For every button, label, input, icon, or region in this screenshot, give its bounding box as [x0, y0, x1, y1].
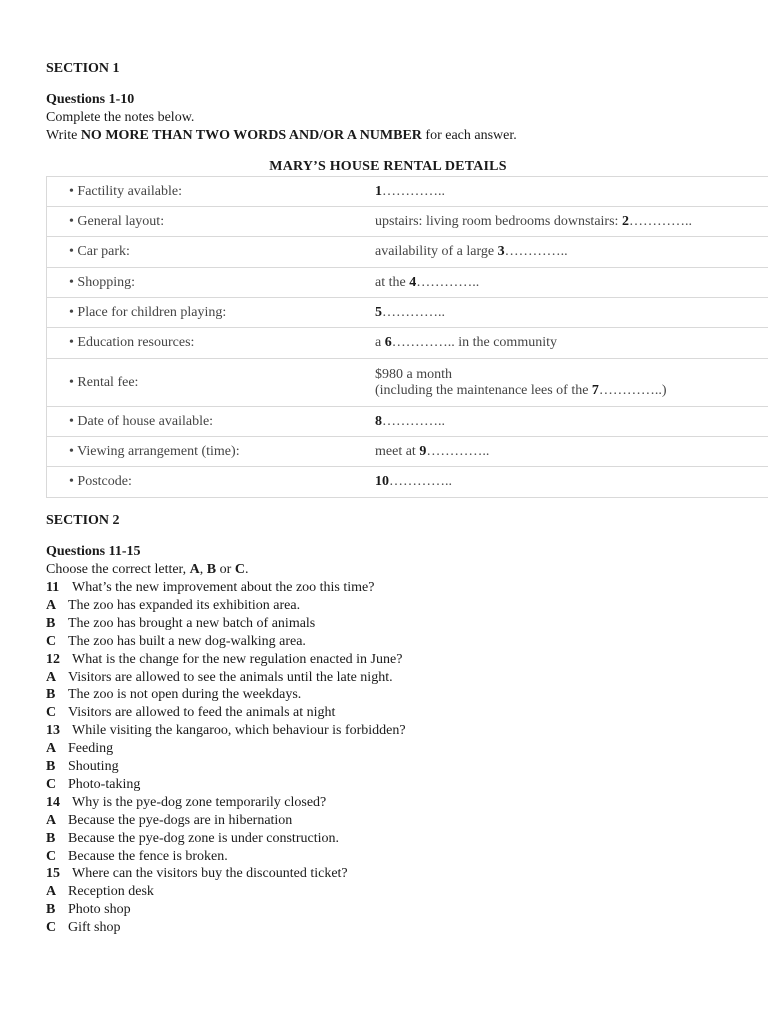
option-text: The zoo has built a new dog-walking area.: [68, 633, 306, 649]
rental-row-value: [353, 177, 768, 207]
option-text: Reception desk: [68, 884, 154, 900]
rental-value-text: $980 a month: [375, 366, 452, 382]
blank-dots: …………..: [382, 413, 445, 429]
rental-row-value: [353, 298, 768, 328]
option-text: Shouting: [68, 759, 119, 774]
answer-option: [46, 883, 154, 901]
answer-option: [46, 830, 339, 848]
question-stem: [46, 579, 374, 597]
question-text: Where can the visitors buy the discounted ticket?: [72, 866, 348, 882]
option-text: Because the pye-dog zone is under construction.: [68, 830, 339, 846]
rental-value-text: at the: [375, 274, 410, 290]
choose-letter-post: .: [244, 562, 249, 577]
rental-row: [47, 177, 768, 207]
rental-row: [47, 407, 768, 437]
question-stem: [46, 722, 406, 740]
option-letter: B: [46, 687, 56, 703]
answer-option: [46, 633, 306, 651]
question-stem: [46, 865, 348, 883]
rental-row: [47, 237, 768, 268]
blank-number: 2: [621, 213, 629, 229]
instruction-word-limit-pre: Write: [46, 128, 81, 143]
option-letter: C: [46, 848, 57, 864]
blank-number: 4: [409, 274, 417, 290]
answer-option: [46, 848, 228, 866]
answer-option: [46, 758, 119, 776]
option-letter: A: [46, 597, 57, 613]
blank-number: 9: [419, 443, 427, 459]
blank-number: 8: [375, 413, 382, 429]
option-letter: C: [46, 633, 57, 649]
rental-row-value: [353, 237, 768, 268]
rental-row: [47, 328, 768, 359]
answer-option: [46, 812, 292, 830]
blank-dots: …………..: [389, 474, 452, 489]
instruction-word-limit-bold: NO MORE THAN TWO WORDS AND/OR A NUMBER: [80, 128, 422, 143]
option-text: Because the fence is broken.: [68, 848, 228, 864]
rental-row-label: • Viewing arrangement (time):: [47, 437, 354, 467]
rental-row-label: • Factility available:: [47, 177, 354, 207]
rental-row-label: • Place for children playing:: [47, 298, 354, 328]
question-text: What is the change for the new regulation enacted in June?: [72, 651, 403, 667]
blank-dots: …………..: [628, 213, 692, 229]
question-text: Why is the pye-dog zone temporarily closed?: [72, 794, 327, 810]
rental-row-label: • Shopping:: [47, 268, 354, 298]
option-letter: C: [46, 705, 57, 721]
rental-row: [47, 359, 768, 407]
answer-option: [46, 919, 121, 937]
answer-option: [46, 901, 131, 919]
option-letter: B: [46, 615, 56, 631]
rental-row-value: [353, 437, 768, 467]
option-text: The zoo has brought a new batch of animals: [68, 615, 316, 631]
option-text: Photo shop: [68, 902, 131, 918]
option-letter: B: [46, 902, 56, 918]
rental-row: [47, 268, 768, 298]
rental-value-text: a: [375, 335, 385, 350]
rental-value-text: availability of a large: [375, 244, 498, 259]
rental-row-label: • Date of house available:: [47, 407, 354, 437]
question-stem: [46, 794, 326, 812]
rental-row-label: • General layout:: [47, 207, 354, 237]
option-text: Feeding: [68, 741, 114, 757]
option-text: Photo-taking: [68, 776, 141, 792]
question-text: While visiting the kangaroo, which behaviour is forbidden?: [72, 723, 406, 739]
question-number: 15: [46, 866, 60, 882]
answer-option: [46, 597, 300, 615]
option-text: Because the pye-dogs are in hibernation: [68, 812, 293, 828]
blank-dots: …………..): [598, 382, 667, 398]
answer-option: [46, 704, 335, 722]
rental-value-text: meet at: [375, 443, 420, 459]
rental-value-text: upstairs: living room bedrooms downstairs:: [375, 213, 622, 229]
blank-number: 1: [375, 183, 382, 199]
answer-option: [46, 686, 301, 704]
questions-1-10-heading: Questions 1-10: [46, 92, 135, 107]
rental-row: [47, 298, 768, 328]
rental-row-label: • Education resources:: [47, 328, 354, 359]
rental-row-value: [353, 328, 768, 359]
option-letter: C: [46, 776, 57, 792]
option-text: The zoo has expanded its exhibition area.: [68, 597, 301, 613]
rental-row-label: • Rental fee:: [47, 359, 354, 407]
section2-heading: SECTION 2: [46, 513, 120, 528]
blank-number: 10: [375, 474, 389, 489]
answer-option: [46, 615, 315, 633]
blank-number: 7: [591, 382, 599, 398]
rental-row: [47, 437, 768, 467]
choose-letter-sep1: ,: [199, 562, 207, 577]
option-letter: B: [46, 759, 56, 774]
option-letter: A: [46, 812, 57, 828]
rental-row-label: • Postcode:: [47, 467, 354, 498]
blank-number: 3: [497, 244, 505, 259]
option-text: Visitors are allowed to feed the animals at night: [68, 705, 336, 721]
question-text: What’s the new improvement about the zoo this time?: [72, 580, 375, 595]
blank-dots: ………….. in the community: [391, 335, 557, 350]
blank-number: 5: [375, 304, 382, 320]
option-letter: A: [46, 884, 57, 900]
option-text: Gift shop: [68, 920, 121, 936]
choose-letter-sep2: or: [216, 562, 235, 577]
rental-details-table: [46, 176, 768, 498]
question-number: 12: [46, 651, 60, 667]
answer-option: [46, 740, 113, 758]
instruction-word-limit-post: for each answer.: [421, 128, 517, 143]
option-letter: C: [46, 920, 57, 936]
option-letter: A: [46, 669, 57, 685]
option-letter: B: [46, 830, 56, 846]
choose-letter-a: A: [189, 562, 200, 577]
option-text: The zoo is not open during the weekdays.: [68, 687, 302, 703]
question-number: 11: [46, 580, 60, 595]
blank-dots: …………..: [504, 244, 568, 259]
section1-heading: SECTION 1: [46, 61, 120, 76]
rental-row-value: [353, 268, 768, 298]
choose-letter-c: C: [234, 562, 245, 577]
rental-row: [47, 207, 768, 237]
rental-row-value: [353, 467, 768, 498]
answer-option: [46, 669, 393, 687]
rental-row-value: [353, 359, 768, 407]
rental-details-title: MARY’S HOUSE RENTAL DETAILS: [269, 159, 507, 174]
answer-option: [46, 776, 140, 794]
instruction-complete-notes: Complete the notes below.: [46, 110, 195, 125]
choose-letter-pre: Choose the correct letter,: [46, 562, 190, 577]
rental-row: [47, 467, 768, 498]
instruction-choose-letter: [46, 561, 248, 579]
choose-letter-b: B: [206, 562, 217, 577]
blank-dots: …………..: [416, 274, 480, 290]
blank-dots: …………..: [382, 304, 445, 320]
question-number: 13: [46, 723, 60, 739]
rental-row-value: [353, 407, 768, 437]
rental-row-label: • Car park:: [47, 237, 354, 268]
blank-dots: …………..: [382, 183, 445, 199]
blank-number: 6: [384, 335, 392, 350]
instruction-word-limit: [46, 127, 517, 145]
questions-11-15-heading: Questions 11-15: [46, 544, 141, 559]
question-number: 14: [46, 794, 60, 810]
rental-row-value: [353, 207, 768, 237]
question-stem: [46, 651, 402, 669]
rental-value-text-line2: (including the maintenance lees of the: [375, 382, 592, 398]
option-letter: A: [46, 741, 57, 757]
blank-dots: …………..: [426, 443, 490, 459]
option-text: Visitors are allowed to see the animals until the late night.: [68, 669, 393, 685]
